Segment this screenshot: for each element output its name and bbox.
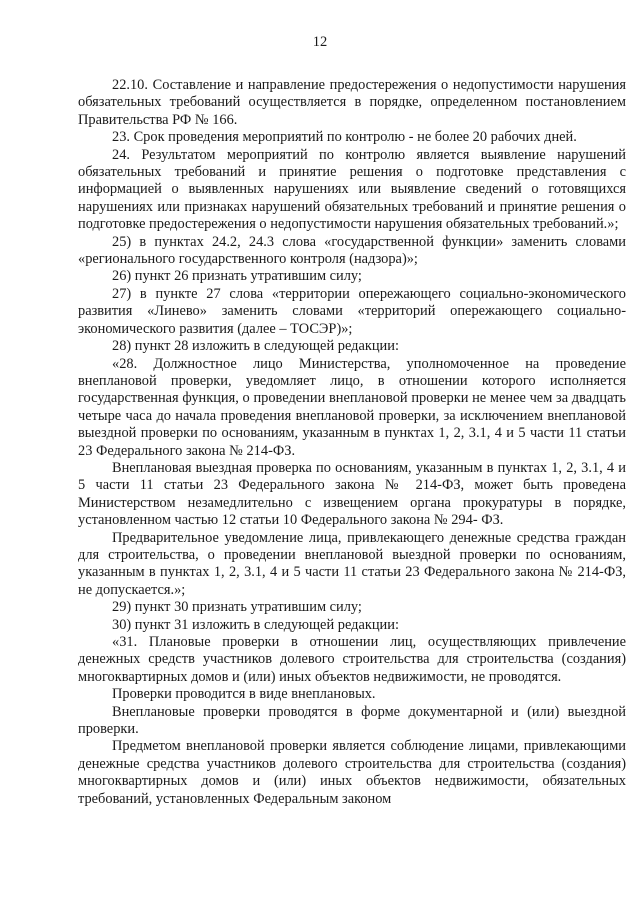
amendment-26: 26) пункт 26 признать утратившим силу; bbox=[112, 268, 362, 285]
document-body bbox=[78, 77, 626, 808]
paragraph-28-text: «28. Должностное лицо Министерства, уполномоченное на проведение внеплановой проверки, уведомляет лицо, в отношении которого исполняется государственная функция, о проведении внеплановой проверки не менее чем за двадцать четыре часа до начала проведения внеплановой проверки, за исключением внеплановой выездной проверки по основаниям, указанным в пунктах 1, 2, 3.1, 4 и 5 части 11 статьи 23 Федерального закона № 214-ФЗ. bbox=[78, 355, 626, 459]
paragraph-24: 24. Результатом мероприятий по контролю является выявление нарушений обязательных требований и принятие решения о подготовке представления с информацией о выявленных нарушениях или выявление сведений о готовящихся нарушениях или признаках нарушений обязательных требований и принятие решения о подготовке предостережения о недопустимости нарушения обязательных требований.»; bbox=[78, 146, 626, 233]
paragraph-31-unplanned: Проверки проводится в виде внеплановых. bbox=[112, 686, 376, 703]
paragraph-31-text: «31. Плановые проверки в отношении лиц, осуществляющих привлечение денежных средств участников долевого строительства для строительства (создания) многоквартирных домов и (или) иных объектов недвижимости, не проводятся. bbox=[78, 634, 626, 685]
paragraph-22-10: 22.10. Составление и направление предостережения о недопустимости нарушения обязательных требований осуществляется в порядке, определенном постановлением Правительства РФ № 166. bbox=[78, 77, 626, 128]
amendment-27: 27) в пункте 27 слова «территории опережающего социально-экономического развития «Линево» заменить словами «территорий опережающего социально-экономического развития (далее – ТОСЭР)»; bbox=[78, 285, 626, 337]
paragraph-31-subject: Предметом внеплановой проверки является соблюдение лицами, привлекающими денежные средства участников долевого строительства для строительства (создания) многоквартирных домов и (или) иных объектов недвижимости, обязательных требований, установленных Федеральным законом bbox=[78, 738, 626, 807]
page-number: 12 bbox=[312, 34, 328, 50]
paragraph-31-form: Внеплановые проверки проводятся в форме документарной и (или) выездной проверки. bbox=[78, 703, 626, 738]
paragraph-23: 23. Срок проведения мероприятий по контролю - не более 20 рабочих дней. bbox=[112, 129, 577, 146]
amendment-28: 28) пункт 28 изложить в следующей редакции: bbox=[112, 338, 399, 355]
paragraph-28-notice: Предварительное уведомление лица, привлекающего денежные средства граждан для строительства, о проведении внеплановой выездной проверки по основаниям, указанным в пунктах 1, 2, 3.1, 4 и 5 части 11 статьи 23 Федерального закона № 214-ФЗ, не допускается.»; bbox=[78, 529, 626, 598]
paragraph-28-exception: Внеплановая выездная проверка по основаниям, указанным в пунктах 1, 2, 3.1, 4 и 5 части 11 статьи 23 Федерального закона № 214-ФЗ, может быть проведена Министерством незамедлительно с извещением органа прокуратуры в порядке, установленном частью 12 статьи 10 Федерального закона № 294- ФЗ. bbox=[78, 459, 626, 529]
amendment-25: 25) в пунктах 24.2, 24.3 слова «государственной функции» заменить словами «регионального государственного контроля (надзора)»; bbox=[78, 233, 626, 268]
amendment-29: 29) пункт 30 признать утратившим силу; bbox=[112, 599, 362, 616]
amendment-30: 30) пункт 31 изложить в следующей редакции: bbox=[112, 616, 399, 633]
